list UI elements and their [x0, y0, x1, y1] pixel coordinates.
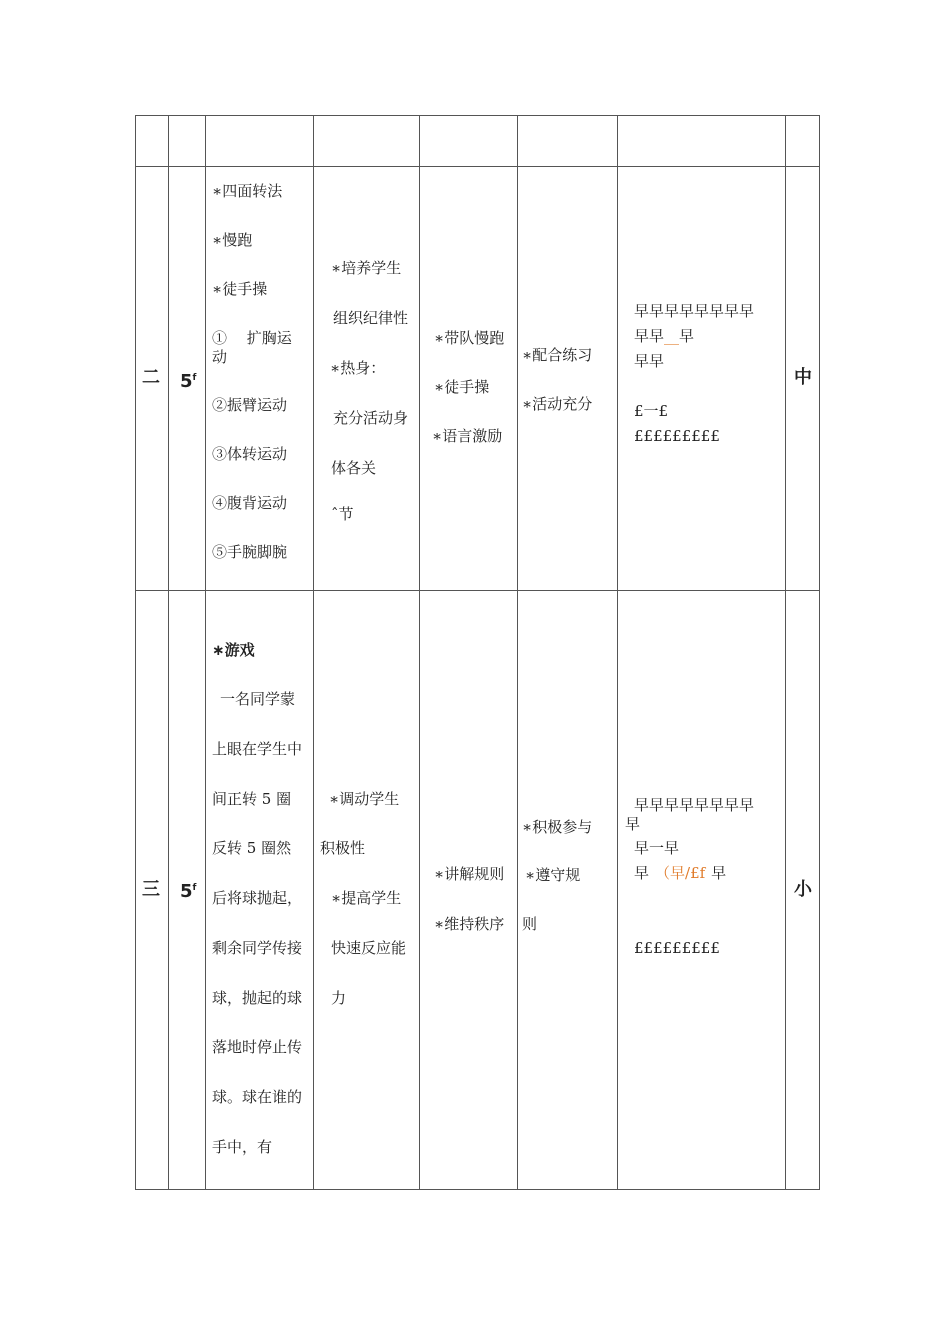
row-3-content-4: 间正转 5 圈: [212, 790, 292, 808]
row-2-formation-3: 早早: [634, 352, 665, 370]
row-3-formation-2: 早: [625, 815, 641, 833]
row-2-content-3: ∗徒手操: [212, 280, 268, 298]
row-2-content-7: ③体转运动: [212, 445, 288, 463]
row-3-formation-5: £££££££££: [634, 939, 720, 957]
row-3-formation-1: 早早早早早早早早: [634, 796, 755, 814]
row-3-goal-1: ∗调动学生: [329, 790, 400, 808]
row-2-content-5: 动: [212, 348, 228, 366]
row-2-content-8: ④腹背运动: [212, 494, 288, 512]
row-3-content-3: 上眼在学生中: [212, 740, 303, 758]
row-2-goal-6: ˆ节: [331, 505, 354, 523]
row-3-teacher-2: ∗维持秩序: [434, 915, 505, 933]
row-3-goal-3: ∗提高学生: [331, 889, 402, 907]
row-3-goal-5: 力: [331, 989, 347, 1007]
row-2-goal-2: 组织纪律性: [333, 309, 409, 327]
row-2-goal-4: 充分活动身: [333, 409, 409, 427]
row-3-student-3: 则: [522, 915, 538, 933]
row-2-content-6: ②振臂运动: [212, 396, 288, 414]
row-3-intensity: 小: [794, 879, 812, 900]
row-3-time: 5$^f$: [180, 881, 197, 902]
row-2-content-4: ① 扩胸运: [212, 329, 292, 347]
row-3-content-8: 球，抛起的球: [212, 989, 303, 1007]
row-3-goal-2: 积极性: [320, 839, 366, 857]
row-2-content-1: ∗四面转法: [212, 182, 283, 200]
row-3-content-9: 落地时停止传: [212, 1038, 303, 1056]
row-2-seq: 二: [142, 367, 160, 388]
row-2-student-1: ∗配合练习: [522, 346, 593, 364]
row-3-teacher-1: ∗讲解规则: [434, 865, 505, 883]
row-2-student-2: ∗活动充分: [522, 395, 593, 413]
row-3-content-10: 球。球在谁的: [212, 1088, 303, 1106]
row-3-content-6: 后将球抛起，: [212, 889, 303, 907]
row-3-content-1: ∗游戏: [212, 641, 255, 659]
row-2-time: 5$^f$: [180, 371, 197, 392]
row-3-content-2: 一名同学蒙: [220, 690, 296, 708]
row-2-teacher-2: ∗徒手操: [434, 378, 490, 396]
row-2-teacher-1: ∗带队慢跑: [434, 329, 505, 347]
row-2-formation-5: £££££££££: [634, 427, 720, 445]
row-2-formation-1: 早早早早早早早早: [634, 302, 755, 320]
row-3-formation-4: 早 （早/£f 早: [634, 864, 727, 882]
row-3-seq: 三: [142, 879, 160, 900]
row-3-formation-3: 早一早: [634, 839, 680, 857]
row-2-formation-2: 早早__早: [634, 327, 695, 345]
row-2-intensity: 中: [794, 367, 812, 388]
row-3-content-11: 手中，有: [212, 1138, 273, 1156]
row-2-teacher-3: ∗语言激励: [432, 427, 503, 445]
row-3-student-1: ∗积极参与: [522, 818, 593, 836]
row-2-goal-3: ∗热身：: [330, 359, 386, 377]
row-2-goal-5: 体各关: [331, 459, 377, 477]
row-3-goal-4: 快速反应能: [331, 939, 407, 957]
row-2-content-2: ∗慢跑: [212, 231, 253, 249]
row-2-content-9: ⑤手腕脚腕: [212, 543, 288, 561]
row-3-student-2: ∗遵守规: [525, 866, 581, 884]
row-3-content-7: 剩余同学传接: [212, 939, 303, 957]
row-2-formation-4: £一£: [634, 402, 669, 420]
row-3-content-5: 反转 5 圈然: [212, 839, 292, 857]
row-2-goal-1: ∗培养学生: [331, 259, 402, 277]
